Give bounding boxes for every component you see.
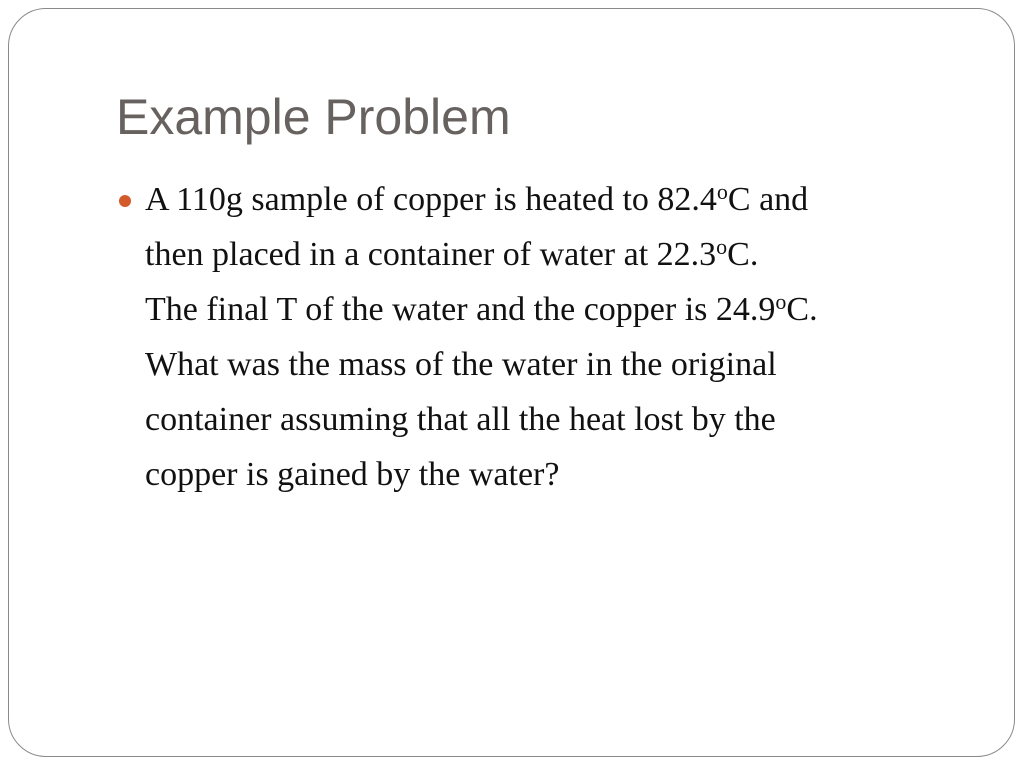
degree-superscript: o [775,289,787,314]
problem-text-segment: What was the mass of the water in the original [145,346,777,383]
problem-text-segment: C. [786,291,818,328]
slide [8,8,1015,757]
problem-text-line-2 [145,227,959,282]
problem-text-segment: then placed in a container of water at 22.3 [145,236,717,273]
bullet-dot-icon [119,195,131,207]
problem-text-line-3 [145,282,959,337]
problem-text-line-5 [145,392,959,447]
degree-superscript: o [716,234,728,259]
degree-superscript: o [716,179,728,204]
problem-text-segment: A 110g sample of copper is heated to 82.4 [145,181,717,218]
problem-text-segment: The final T of the water and the copper is 24.9 [145,291,776,328]
problem-text-segment: copper is gained by the water? [145,456,560,493]
slide-title: Example Problem [116,89,511,145]
problem-text-segment: C and [727,181,809,218]
problem-text-segment: C. [727,236,759,273]
problem-text-line-6 [145,447,959,502]
bullet-item [119,172,959,502]
bullet-list [119,172,959,502]
problem-text-line-4 [145,337,959,392]
problem-text-line-1 [145,172,959,227]
problem-text-segment: container assuming that all the heat lost by the [145,401,776,438]
